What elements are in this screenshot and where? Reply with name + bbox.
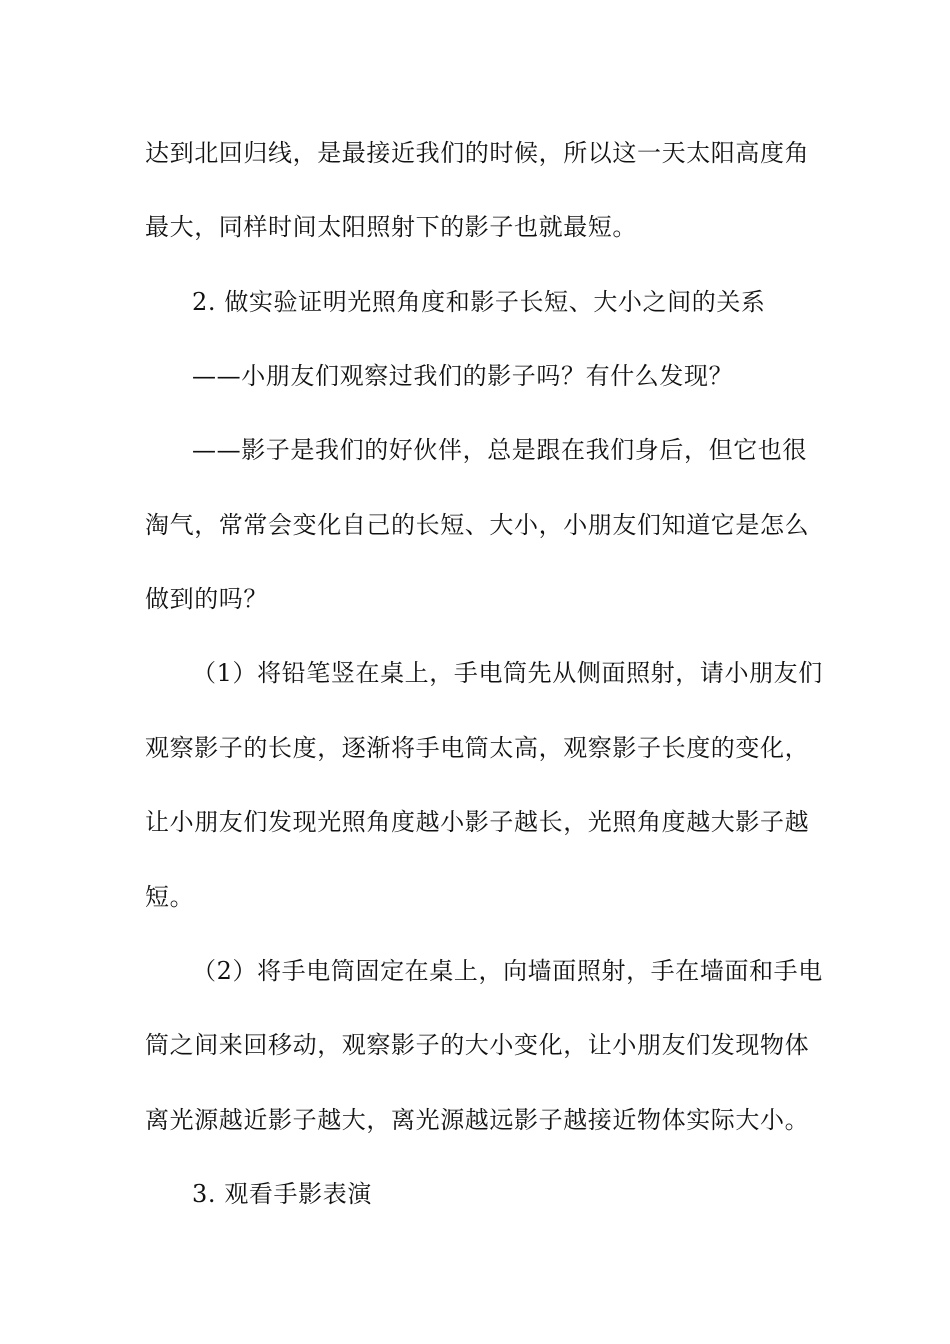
text-line: ——影子是我们的好伙伴，总是跟在我们身后，但它也很 [192, 436, 807, 464]
section-heading: 3. 观看手影表演 [192, 1180, 372, 1208]
text-line: 离光源越近影子越大，离光源越远影子越接近物体实际大小。 [145, 1106, 810, 1134]
text-line: （1）将铅笔竖在桌上，手电筒先从侧面照射，请小朋友们 [192, 659, 823, 687]
text-line: 观察影子的长度，逐渐将手电筒太高，观察影子长度的变化， [145, 734, 810, 762]
text-line: 让小朋友们发现光照角度越小影子越长，光照角度越大影子越 [145, 808, 810, 836]
text-line: 最大，同样时间太阳照射下的影子也就最短。 [145, 213, 637, 241]
text-line: 短。 [145, 883, 195, 911]
text-line: 淘气，常常会变化自己的长短、大小，小朋友们知道它是怎么 [145, 511, 810, 539]
text-line: 做到的吗？ [145, 585, 268, 613]
text-line: （2）将手电筒固定在桌上，向墙面照射，手在墙面和手电 [192, 957, 823, 985]
text-line: ——小朋友们观察过我们的影子吗？有什么发现？ [192, 362, 734, 390]
section-heading: 2. 做实验证明光照角度和影子长短、大小之间的关系 [192, 288, 766, 316]
text-line: 达到北回归线，是最接近我们的时候，所以这一天太阳高度角 [145, 139, 810, 167]
text-line: 筒之间来回移动，观察影子的大小变化，让小朋友们发现物体 [145, 1031, 810, 1059]
